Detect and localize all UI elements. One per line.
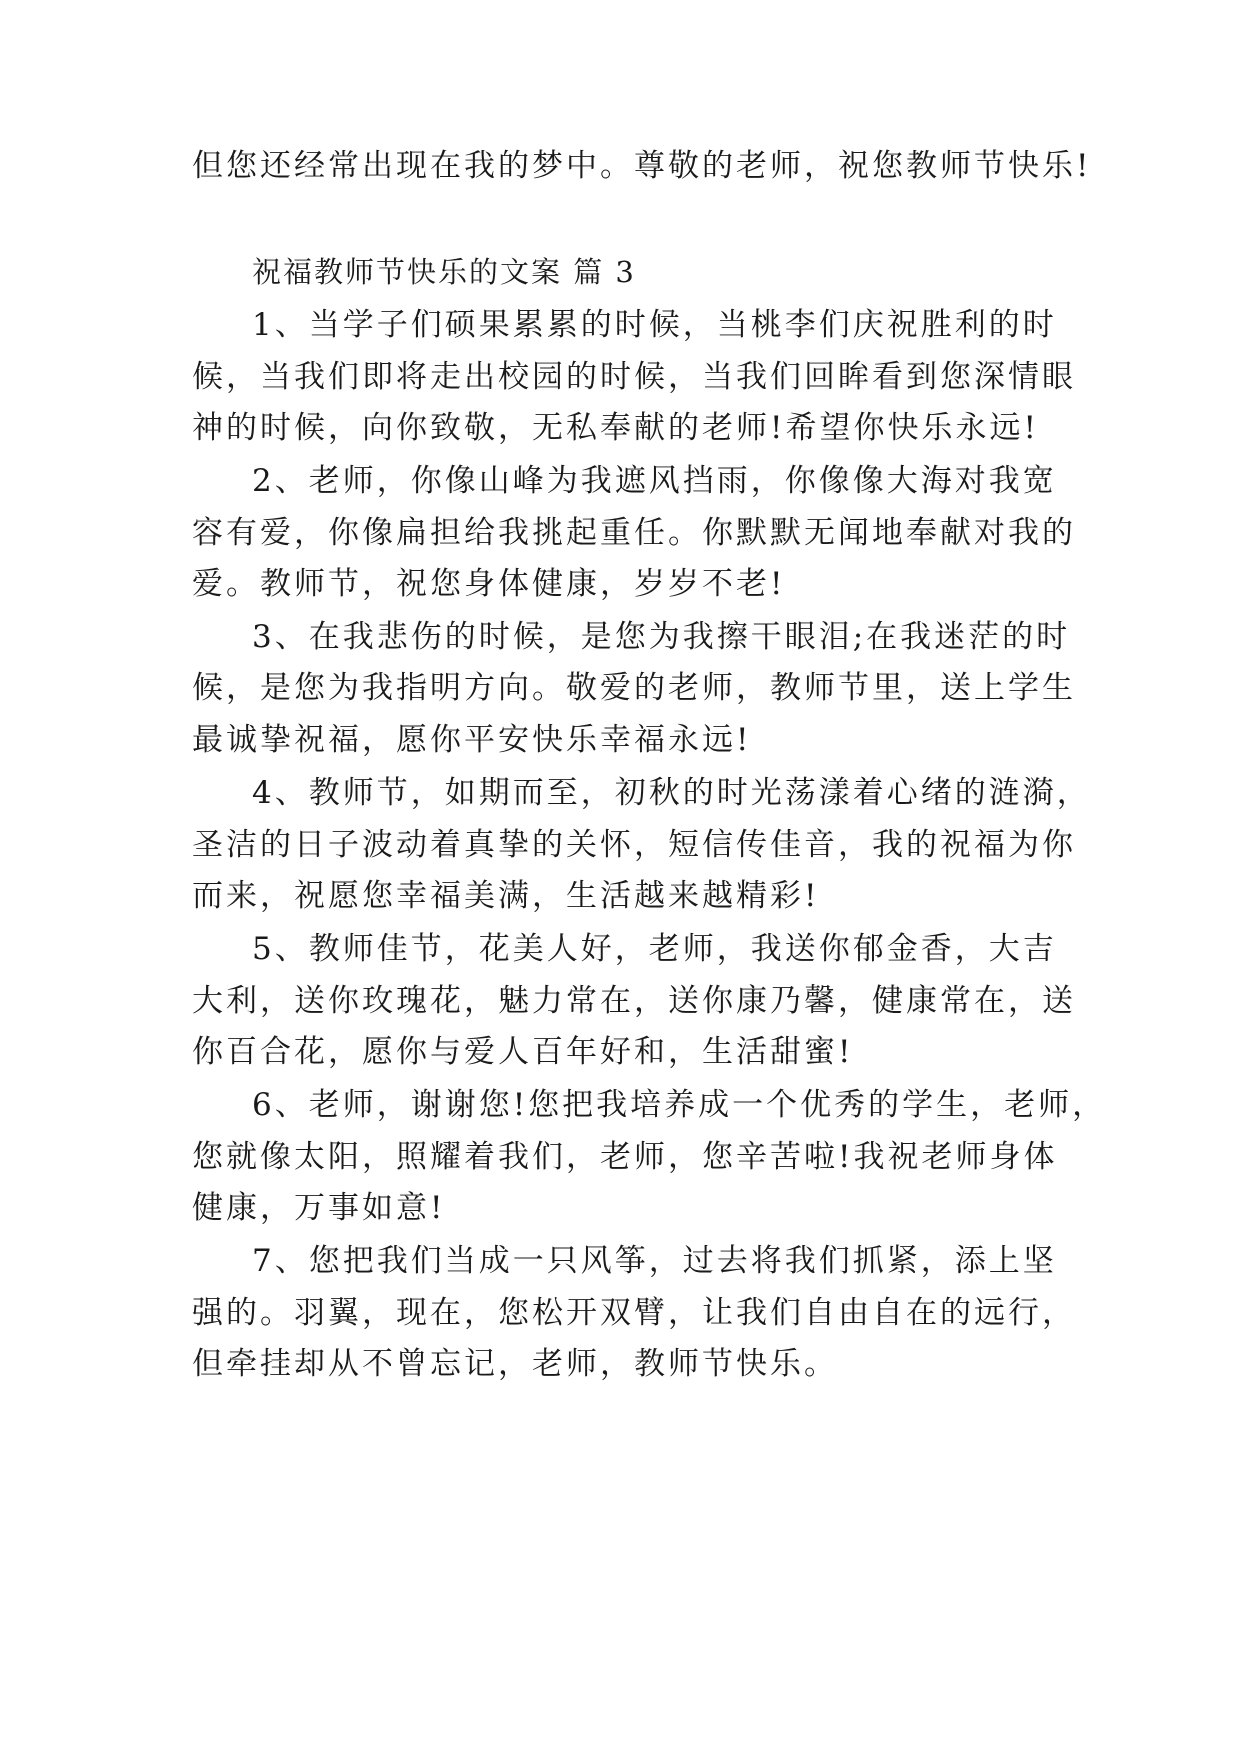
item-7-line-2: 强的。羽翼，现在，您松开双臂，让我们自由自在的远行， xyxy=(192,1295,1076,1331)
item-5-line-2: 大利，送你玫瑰花，魅力常在，送你康乃馨，健康常在，送 xyxy=(192,983,1076,1019)
item-7-line-1: 7、您把我们当成一只风筝，过去将我们抓紧，添上坚 xyxy=(252,1243,1057,1279)
item-4-line-2: 圣洁的日子波动着真挚的关怀，短信传佳音，我的祝福为你 xyxy=(192,827,1076,863)
item-6-line-2: 您就像太阳，照耀着我们，老师，您辛苦啦!我祝老师身体 xyxy=(192,1139,1058,1175)
item-3-line-3: 最诚挚祝福，愿你平安快乐幸福永远! xyxy=(192,722,752,758)
section-title: 祝福教师节快乐的文案 篇 3 xyxy=(252,255,636,289)
item-7-line-3: 但牵挂却从不曾忘记，老师，教师节快乐。 xyxy=(192,1346,838,1382)
item-6-line-1: 6、老师，谢谢您!您把我培养成一个优秀的学生，老师， xyxy=(252,1087,1107,1123)
item-4-line-1: 4、教师节，如期而至，初秋的时光荡漾着心绪的涟漪， xyxy=(252,775,1091,811)
item-1-line-1: 1、当学子们硕果累累的时候，当桃李们庆祝胜利的时 xyxy=(252,307,1057,343)
item-4-line-3: 而来，祝愿您幸福美满，生活越来越精彩! xyxy=(192,878,820,914)
item-5-line-3: 你百合花，愿你与爱人百年好和，生活甜蜜! xyxy=(192,1034,854,1070)
item-1-line-3: 神的时候，向你致敬，无私奉献的老师!希望你快乐永远! xyxy=(192,410,1039,446)
continuation-text: 但您还经常出现在我的梦中。尊敬的老师，祝您教师节快乐! xyxy=(192,148,1092,184)
item-2-line-2: 容有爱，你像扁担给我挑起重任。你默默无闻地奉献对我的 xyxy=(192,515,1076,551)
item-5-line-1: 5、教师佳节，花美人好，老师，我送你郁金香，大吉 xyxy=(252,931,1057,967)
item-2-line-3: 爱。教师节，祝您身体健康，岁岁不老! xyxy=(192,566,786,602)
item-6-line-3: 健康，万事如意! xyxy=(192,1190,446,1226)
item-3-line-1: 3、在我悲伤的时候，是您为我擦干眼泪;在我迷茫的时 xyxy=(252,619,1071,655)
item-1-line-2: 候，当我们即将走出校园的时候，当我们回眸看到您深情眼 xyxy=(192,359,1076,395)
item-2-line-1: 2、老师，你像山峰为我遮风挡雨，你像像大海对我宽 xyxy=(252,463,1057,499)
item-3-line-2: 候，是您为我指明方向。敬爱的老师，教师节里，送上学生 xyxy=(192,670,1076,706)
